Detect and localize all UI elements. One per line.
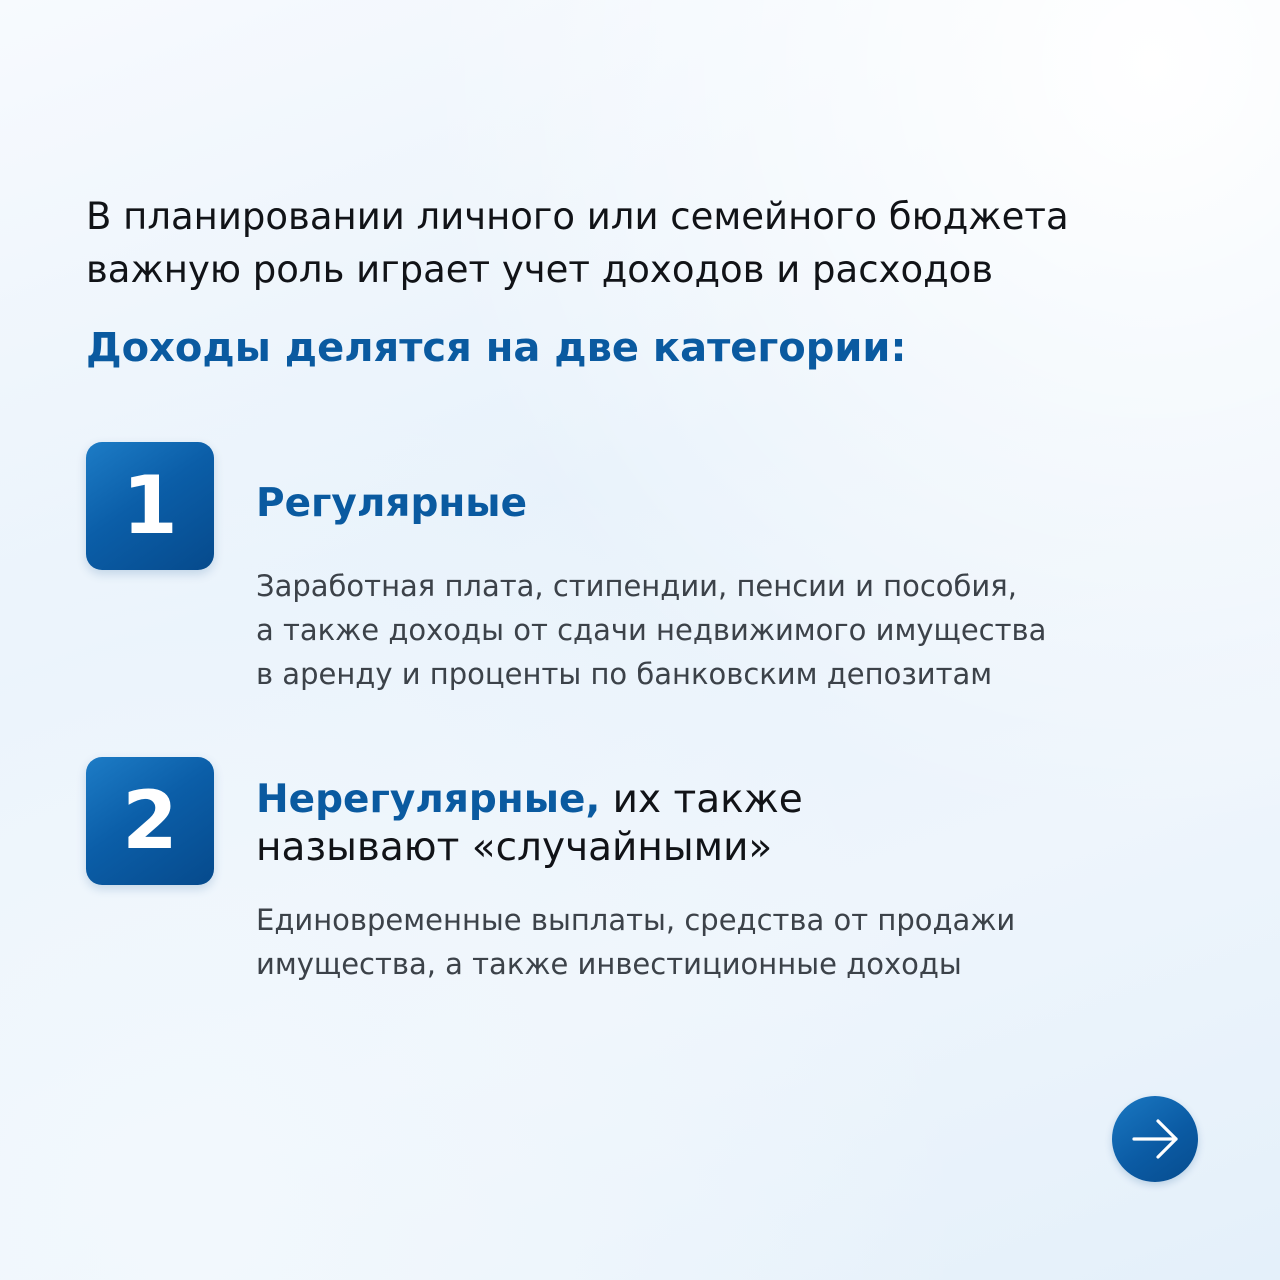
item-title-1 [256,480,1156,528]
number-badge-2: 2 [86,757,214,885]
item-title-2-line-2: называют «случайными» [256,825,773,870]
item-description-2 [256,898,1156,986]
arrow-right-icon [1126,1110,1184,1168]
item-title-2-rest: их также [600,777,803,822]
item-description-1 [256,564,1156,696]
item-2-description-line: имущества, а также инвестиционные доходы [256,947,962,981]
next-slide-button[interactable] [1112,1096,1198,1182]
item-title-2 [256,776,1156,872]
intro-line-1: В планировании личного или семейного бюджета [86,195,1069,238]
intro-text [86,190,1146,296]
intro-line-2: важную роль играет учет доходов и расходов [86,248,994,291]
item-1-description-line: Заработная плата, стипендии, пенсии и пособия, [256,569,1017,603]
item-1-description-line: в аренду и проценты по банковским депозитам [256,657,993,691]
item-2-description-line: Единовременные выплаты, средства от продажи [256,903,1016,937]
item-title-1-accent: Регулярные [256,481,528,526]
item-1-description-line: а также доходы от сдачи недвижимого имущества [256,613,1047,647]
number-badge-1: 1 [86,442,214,570]
item-title-2-accent: Нерегулярные, [256,777,601,822]
section-heading: Доходы делятся на две категории: [86,325,907,371]
item-title-2-line-1 [256,776,1156,824]
